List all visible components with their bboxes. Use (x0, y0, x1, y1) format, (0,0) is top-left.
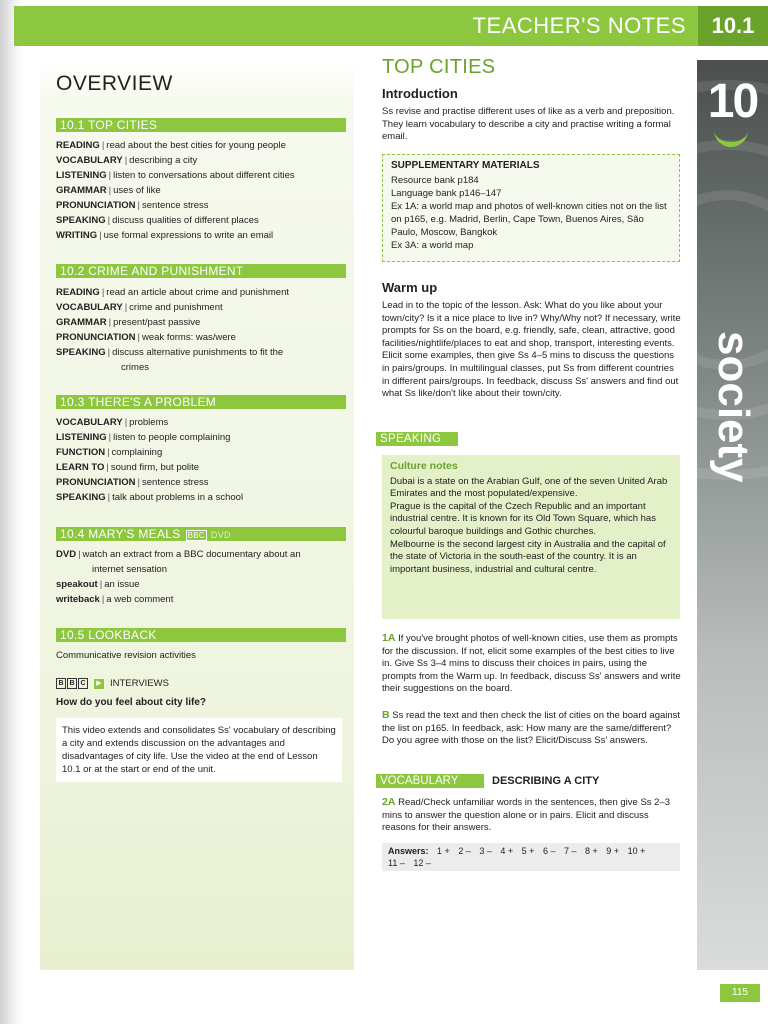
overview-panel (40, 60, 354, 970)
overview-row: LISTENING | listen to people complaining (56, 432, 231, 443)
overview-row: SPEAKING | discuss qualities of different places (56, 215, 259, 226)
lesson-title: TOP CITIES (382, 56, 496, 78)
answer-item: 10 + (627, 846, 646, 856)
lookback-text: Communicative revision activities (56, 650, 196, 661)
overview-row: PRONUNCIATION | sentence stress (56, 477, 209, 488)
interviews-label: INTERVIEWS (110, 678, 169, 689)
section-list-10-3 (56, 415, 346, 505)
answer-item: 7 – (563, 846, 577, 856)
overview-row-continued: internet sensation (92, 564, 167, 575)
ex-1a-materials: Ex 1A: a world map and photos of well-known cities not on the list on p165, e.g. Madrid, Berlin, Cape Town, Buenos Aires, São Paulo, Moscow, Bangkok (391, 201, 667, 238)
answers-label: Answers: (388, 846, 429, 856)
interview-question: How do you feel about city life? (56, 697, 207, 708)
overview-row: PRONUNCIATION | weak forms: was/were (56, 332, 236, 343)
answer-item: 4 + (500, 846, 514, 856)
overview-row: GRAMMAR | present/past passive (56, 317, 201, 328)
overview-title: OVERVIEW (56, 72, 173, 95)
resource-bank: Resource bank p184 (391, 175, 479, 186)
culture-melbourne: Melbourne is the second largest city in Australia and the capital of the state of Victoria in the south-east of the country. It is an important business, industrial and cultural centre. (390, 538, 666, 575)
intro-heading: Introduction (382, 86, 458, 101)
warmup-text: Lead in to the topic of the lesson. Ask: What do you like about your town/city? Is it a nice place to live in? Why/Why not? If necessary, write prompts for Ss on the board, e.g. friendly, safe, clean, attractive, good facilities/nightlife/places to eat and shop, transport, interesting events. Elicit some examples, then give Ss 4–5 mins to discuss the questions in pairs/groups. In multilingual classes, put Ss from different countries in different pairs/groups. In feedback, discuss Ss' answers and find out what Ss like/don't like about their town/city. (382, 300, 681, 400)
section-bar-10-3: 10.3 THERE'S A PROBLEM (56, 395, 346, 409)
answer-item: 11 – (388, 858, 405, 868)
vocabulary-subtitle: DESCRIBING A CITY (492, 775, 600, 787)
overview-row: GRAMMAR | uses of like (56, 185, 161, 196)
answer-item: 2 – (458, 846, 471, 856)
warmup-heading: Warm up (382, 280, 438, 295)
answer-item: 3 – (479, 846, 492, 856)
play-icon: ▶ (94, 679, 104, 689)
overview-row: VOCABULARY | problems (56, 417, 169, 428)
step-text: Read/Check unfamiliar words in the sentences, then give Ss 2–3 mins to answer the question alone or in pairs. Elicit and discuss reasons for their answers. (382, 797, 671, 834)
step-number: B (382, 709, 390, 721)
overview-row: writeback | a web comment (56, 594, 174, 605)
supplementary-title: SUPPLEMENTARY MATERIALS (391, 160, 540, 171)
intro-text: Ss revise and practise different uses of like as a verb and preposition. They learn vocabulary to describe a city and practise writing a formal email. (382, 106, 675, 143)
answer-item: 1 + (437, 846, 450, 856)
page-number: 115 (720, 984, 760, 1002)
overview-row: LISTENING | listen to conversations about different cities (56, 170, 295, 181)
overview-row: VOCABULARY | describing a city (56, 155, 198, 166)
overview-row: PRONUNCIATION | sentence stress (56, 200, 209, 211)
overview-row: DVD | watch an extract from a BBC documentary about an (56, 549, 301, 560)
answer-item: 5 + (521, 846, 535, 856)
section-list-10-1 (56, 138, 346, 243)
overview-row: SPEAKING | discuss alternative punishments to fit the (56, 347, 284, 358)
overview-row: READING | read about the best cities for young people (56, 140, 286, 151)
answer-item: 9 + (606, 846, 620, 856)
overview-row-continued: crimes (121, 362, 149, 373)
speaking-bar: SPEAKING (376, 432, 458, 446)
overview-row: READING | read an article about crime and punishment (56, 287, 289, 298)
unit-number: 10 (707, 75, 758, 128)
overview-row: speakout | an issue (56, 579, 140, 590)
overview-row: SPEAKING | talk about problems in a school (56, 492, 244, 503)
supplementary-box (382, 154, 680, 262)
step-number: 2A (382, 796, 396, 808)
step-number: 1A (382, 632, 396, 644)
bbc-logo-icon: B B C (56, 678, 88, 689)
interviews-row (56, 678, 169, 689)
section-list-10-2 (56, 285, 346, 375)
step-text: Ss read the text and then check the list of cities on the board against the list on p165. In feedback, ask: How many are the same/different? Do you agree with those on the list? Elicit/Discuss Ss' answers. (382, 710, 681, 747)
answers-box (382, 843, 680, 871)
language-bank: Language bank p146–147 (391, 188, 502, 199)
vocabulary-bar: VOCABULARY (376, 774, 484, 788)
unit-word: society (709, 331, 758, 483)
culture-prague: Prague is the capital of the Czech Republic and an important industrial centre. It is known for its Old Town Square, which has colourful baroque buildings and Gothic churches. (390, 500, 656, 537)
answer-item: 12 – (413, 858, 431, 868)
overview-row: LEARN TO | sound firm, but polite (56, 462, 200, 473)
page-edge (0, 0, 24, 1024)
overview-row: WRITING | use formal expressions to write an email (56, 230, 274, 241)
culture-notes-title: Culture notes (390, 460, 458, 472)
section-bar-10-4: 10.4 MARY'S MEALS BBC DVD (56, 527, 346, 541)
section-bar-10-5: 10.5 LOOKBACK (56, 628, 346, 642)
overview-row: VOCABULARY | crime and punishment (56, 302, 223, 313)
ex-3a-materials: Ex 3A: a world map (391, 240, 474, 251)
section-bar-10-2: 10.2 CRIME AND PUNISHMENT (56, 264, 346, 278)
header-bar (14, 6, 768, 46)
answer-item: 6 – (542, 846, 556, 856)
step-text: If you've brought photos of well-known cities, use them as prompts for the discussion. If not, elicit some examples of the best cities to live in. Give Ss 3–4 mins to discuss their choices in pairs, using the prompts from the Warm up. In feedback, discuss Ss' answers and write their suggestions on the board. (382, 633, 681, 695)
bbc-logo-icon: BBC (187, 531, 205, 540)
step-2a (382, 796, 682, 835)
answer-item: 8 + (585, 846, 598, 856)
overview-row: FUNCTION | complaining (56, 447, 163, 458)
culture-notes-box (382, 455, 680, 619)
section-bar-10-1: 10.1 TOP CITIES (56, 118, 346, 132)
dvd-tag: DVD (210, 530, 231, 540)
video-note: This video extends and consolidates Ss' vocabulary of describing a city and extends discussion on the advantages and disadvantages of city life. Use the video at the end of Lesson 10.1 or at the start or end of the unit. (56, 718, 342, 782)
header-title: TEACHER'S NOTES (472, 13, 686, 38)
unit-side-tab (697, 60, 768, 970)
culture-dubai: Dubai is a state on the Arabian Gulf, one of the seven United Arab Emirates and the most populated/expensive. (390, 475, 668, 500)
vocabulary-heading-row (376, 774, 599, 788)
section-list-10-4 (56, 547, 346, 607)
header-lesson-code: 10.1 (698, 6, 768, 46)
step-1b (382, 709, 682, 748)
step-1a (382, 632, 682, 696)
